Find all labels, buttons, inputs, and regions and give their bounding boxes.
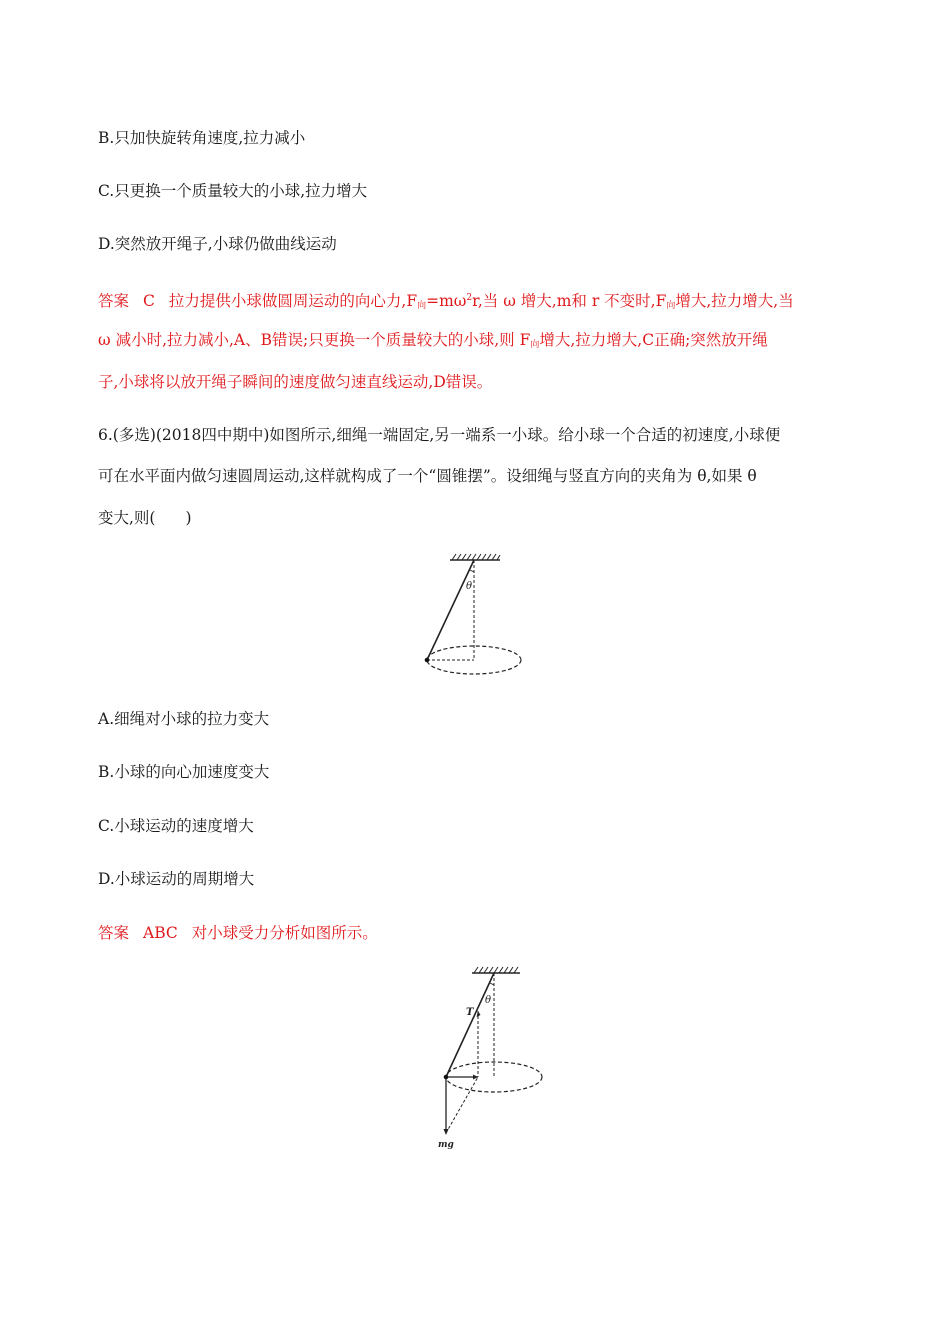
answer-text: 增大,拉力增大,当 [675,292,794,310]
option-a: A.细绳对小球的拉力变大 [98,710,270,728]
tension-label: T [466,1007,474,1018]
ceiling-hatch [452,554,500,560]
angle-arc [470,570,474,572]
option-c: C.小球运动的速度增大 [98,817,254,835]
answer-6 [98,923,378,943]
answer-text: =mω [426,292,467,310]
question-6-line-2: 可在水平面内做匀速圆周运动,这样就构成了一个“圆锥摆”。设细绳与竖直方向的夹角为 θ,如果 θ [98,467,757,485]
answer-choice: C [143,292,155,310]
option-b: B.小球的向心加速度变大 [98,763,270,781]
answer-text: 对小球受力分析如图所示。 [191,924,378,942]
force-analysis-figure [432,965,552,1155]
theta-label: θ [466,581,473,592]
string-line [446,973,494,1077]
subscript: 向 [530,340,540,350]
option-b-prev: B.只加快旋转角速度,拉力减小 [98,129,306,147]
ball [425,658,430,663]
option-d: D.小球运动的周期增大 [98,870,255,888]
resultant-dashed-line [446,1077,478,1133]
question-text: 变大,则( [98,509,156,527]
conical-pendulum-figure [420,552,530,680]
angle-arc [490,983,494,985]
prev-answer-line-3: 子,小球将以放开绳子瞬间的速度做匀速直线运动,D错误。 [98,373,493,391]
ceiling-hatch [474,967,518,973]
gravity-label: mg [438,1140,454,1150]
subscript: 向 [666,301,676,311]
answer-text: 增大,拉力增大,C正确;突然放开绳 [539,331,768,349]
option-c-prev: C.只更换一个质量较大的小球,拉力增大 [98,182,368,200]
answer-text: 拉力提供小球做圆周运动的向心力,F [168,292,418,310]
option-d-prev: D.突然放开绳子,小球仍做曲线运动 [98,235,337,253]
subscript: 向 [417,301,427,311]
question-6-line-3 [98,508,192,528]
ball [444,1075,449,1080]
answer-text: r,当 ω 增大,m和 r 不变时,F [472,292,667,310]
answer-label: 答案 [98,292,130,310]
answer-label: 答案 [98,924,130,942]
question-text: ) [185,509,192,527]
answer-text: ω 减小时,拉力减小,A、B错误;只更换一个质量较大的小球,则 F [98,331,531,349]
prev-answer-line-2 [98,330,768,355]
superscript: 2 [466,293,473,303]
theta-label: θ [485,995,492,1006]
question-6-line-1: 6.(多选)(2018四中期中)如图所示,细绳一端固定,另一端系一小球。给小球一个合适的初速度,小球便 [98,426,781,444]
string-line [427,560,474,660]
prev-answer-line-1 [98,288,794,316]
answer-choice: ABC [143,924,178,942]
